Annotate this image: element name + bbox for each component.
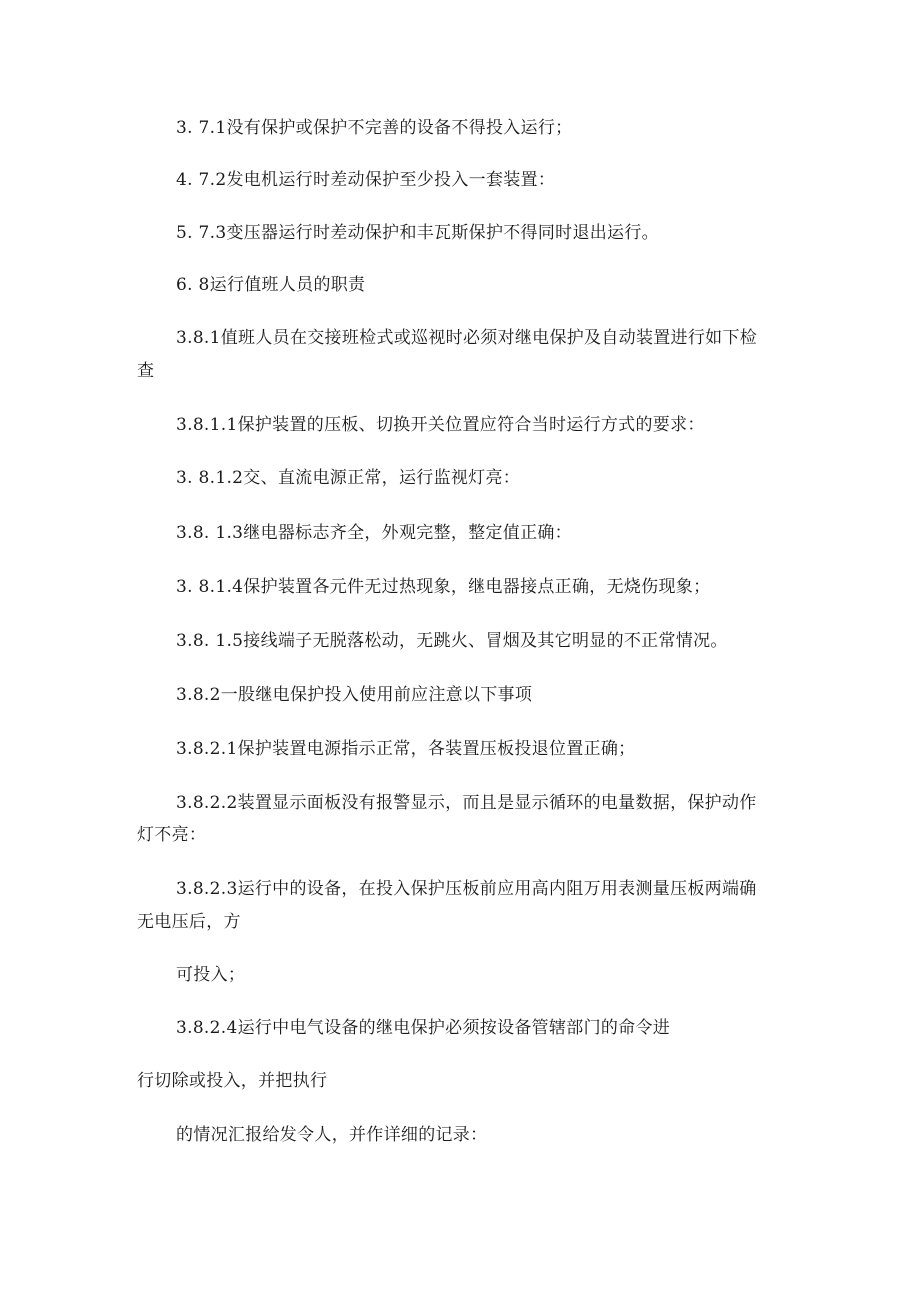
text-line-3-8-1-1: 3.8.1.1保护装置的压板、切换开关位置应符合当时运行方式的要求： (176, 415, 705, 435)
text-line-3-8-2-2: 3.8.2.2装置显示面板没有报警显示，而且是显示循环的电量数据，保护动作 (176, 793, 757, 813)
text-line-3-8-2-1: 3.8.2.1保护装置电源指示正常，各装置压板投退位置正确； (176, 739, 636, 759)
text-line-3-8-1-5: 3.8. 1.5接线端子无脱落松动，无跳火、冒烟及其它明显的不正常情况。 (176, 631, 728, 651)
text-line-3-8-2-2-cont: 灯不亮： (137, 825, 207, 845)
text-line-3-8-1-cont: 查 (137, 361, 155, 381)
text-line-7-2: 4. 7.2发电机运行时差动保护至少投入一套装置： (176, 170, 556, 190)
text-line-7-3: 5. 7.3变压器运行时差动保护和丰瓦斯保护不得同时退出运行。 (176, 223, 659, 243)
text-line-3-8-2-4-cont: 行切除或投入，并把执行 (137, 1071, 328, 1091)
text-line-3-8-2-3-cont2: 可投入； (176, 965, 246, 985)
text-line-3-8-1: 3.8.1值班人员在交接班检式或巡视时必须对继电保护及自动装置进行如下检 (176, 328, 758, 348)
text-line-3-8-1-2: 3. 8.1.2交、直流电源正常，运行监视灯亮： (176, 468, 521, 488)
text-line-3-8-2-3-cont: 无电压后，方 (137, 912, 241, 932)
text-line-3-8-2: 3.8.2一股继电保护投入使用前应注意以下事项 (176, 685, 533, 705)
text-line-3-8-1-4: 3. 8.1.4保护装置各元件无过热现象，继电器接点正确，无烧伤现象； (176, 577, 711, 597)
text-line-3-8-2-4-cont2: 的情况汇报给发令人，并作详细的记录： (176, 1125, 488, 1145)
text-line-7-1: 3. 7.1没有保护或保护不完善的设备不得投入运行； (176, 118, 573, 138)
text-line-3-8-1-3: 3.8. 1.3继电器标志齐全，外观完整，整定值正确： (176, 523, 572, 543)
text-line-3-8-2-4: 3.8.2.4运行中电气设备的继电保护必须按设备管辖部门的命令进 (176, 1018, 671, 1038)
section-heading-8: 6. 8运行值班人员的职责 (176, 275, 366, 295)
text-line-3-8-2-3: 3.8.2.3运行中的设备，在投入保护压板前应用高内阻万用表测量压板两端确 (176, 879, 757, 899)
